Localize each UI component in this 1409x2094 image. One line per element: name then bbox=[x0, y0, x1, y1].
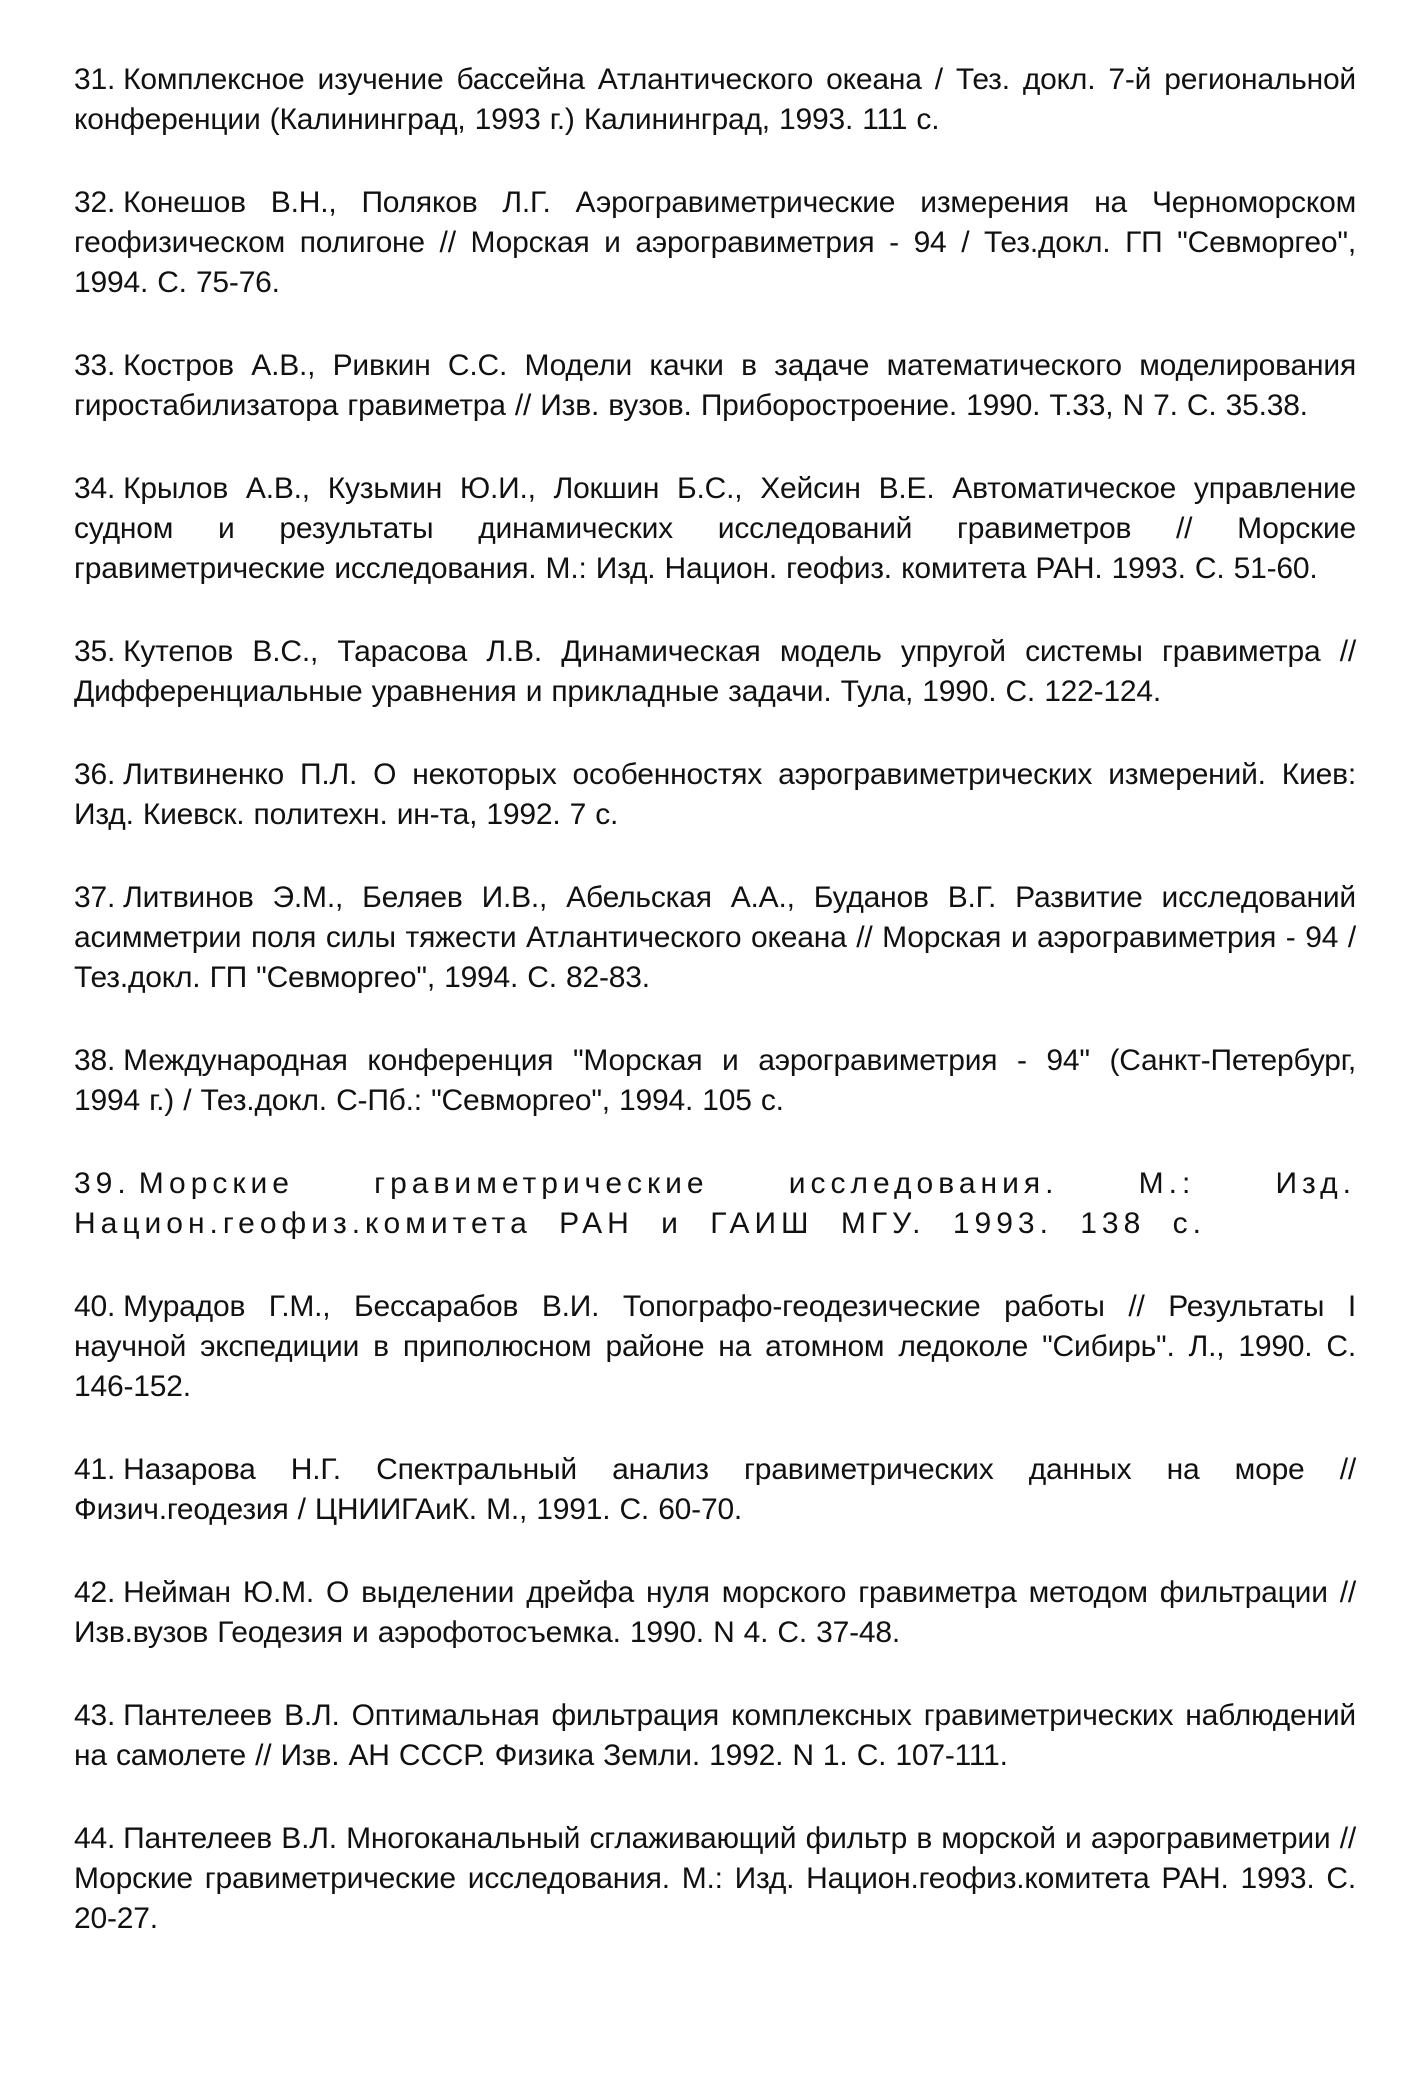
reference-text: Литвиненко П.Л. О некоторых особенностях аэрогравиметрических измерений. Киев: Изд. Киевск. политехн. ин-та, 1992. 7 с. bbox=[74, 758, 1356, 831]
reference-32 bbox=[74, 183, 1356, 303]
reference-list bbox=[74, 60, 1356, 1982]
reference-number: 31. bbox=[74, 63, 116, 96]
reference-44 bbox=[74, 1819, 1356, 1939]
reference-number: 43. bbox=[74, 1699, 116, 1732]
reference-41 bbox=[74, 1450, 1356, 1530]
reference-text: Пантелеев В.Л. Многоканальный сглаживающий фильтр в морской и аэрогравиметрии // Морские гравиметрические исследования. М.: Изд. Национ.геофиз.комитета РАН. 1993. С. 20-27. bbox=[74, 1822, 1356, 1935]
reference-text: Пантелеев В.Л. Оптимальная фильтрация комплексных гравиметрических наблюдений на самолете // Изв. АН СССР. Физика Земли. 1992. N 1. С. 107-111. bbox=[74, 1699, 1356, 1772]
reference-number: 34. bbox=[74, 472, 116, 505]
reference-37 bbox=[74, 878, 1356, 998]
reference-text: Литвинов Э.М., Беляев И.В., Абельская А.А., Буданов В.Г. Развитие исследований асимметрии поля силы тяжести Атлантического океана // Морская и аэрогравиметрия - 94 / Тез.докл. ГП "Севморгео", 1994. С. 82-83. bbox=[74, 881, 1356, 994]
reference-text: Морские гравиметрические исследования. М.: Изд. Национ.геофиз.комитета РАН и ГАИШ МГУ. 1993. 138 с. bbox=[74, 1167, 1356, 1240]
reference-text: Международная конференция "Морская и аэрогравиметрия - 94" (Санкт-Петербург, 1994 г.) / Тез.докл. С-Пб.: "Севморгео", 1994. 105 с. bbox=[74, 1044, 1356, 1117]
reference-31 bbox=[74, 60, 1356, 140]
reference-33 bbox=[74, 346, 1356, 426]
reference-text: Конешов В.Н., Поляков Л.Г. Аэрогравиметрические измерения на Черноморском геофизическом полигоне // Морская и аэрогравиметрия - 94 / Тез.докл. ГП "Севморгео", 1994. С. 75-76. bbox=[74, 186, 1356, 299]
reference-number: 40. bbox=[74, 1290, 116, 1323]
reference-36 bbox=[74, 755, 1356, 835]
reference-number: 32. bbox=[74, 186, 116, 219]
reference-number: 36. bbox=[74, 758, 116, 791]
reference-text: Комплексное изучение бассейна Атлантического океана / Тез. докл. 7-й региональной конференции (Калининград, 1993 г.) Калининград, 1993. 111 с. bbox=[74, 63, 1356, 136]
reference-text: Костров А.В., Ривкин С.С. Модели качки в задаче математического моделирования гиростабилизатора гравиметра // Изв. вузов. Приборостроение. 1990. Т.33, N 7. С. 35.38. bbox=[74, 349, 1356, 422]
reference-number: 33. bbox=[74, 349, 116, 382]
reference-text: Мурадов Г.М., Бессарабов В.И. Топографо-геодезические работы // Результаты I научной экспедиции в приполюсном районе на атомном ледоколе "Сибирь". Л., 1990. С. 146-152. bbox=[74, 1290, 1356, 1403]
reference-34 bbox=[74, 469, 1356, 589]
reference-number: 39. bbox=[74, 1167, 131, 1200]
reference-38 bbox=[74, 1041, 1356, 1121]
reference-number: 37. bbox=[74, 881, 116, 914]
reference-39 bbox=[74, 1164, 1356, 1244]
reference-number: 44. bbox=[74, 1822, 116, 1855]
reference-number: 35. bbox=[74, 635, 116, 668]
reference-number: 42. bbox=[74, 1576, 116, 1609]
reference-42 bbox=[74, 1573, 1356, 1653]
reference-text: Назарова Н.Г. Спектральный анализ гравиметрических данных на море // Физич.геодезия / ЦНИИГАиК. М., 1991. С. 60-70. bbox=[74, 1453, 1356, 1526]
reference-number: 41. bbox=[74, 1453, 116, 1486]
reference-number: 38. bbox=[74, 1044, 116, 1077]
reference-35 bbox=[74, 632, 1356, 712]
reference-text: Крылов А.В., Кузьмин Ю.И., Локшин Б.С., Хейсин В.Е. Автоматическое управление судном и результаты динамических исследований гравиметров // Морские гравиметрические исследования. М.: Изд. Национ. геофиз. комитета РАН. 1993. С. 51-60. bbox=[74, 472, 1356, 585]
reference-43 bbox=[74, 1696, 1356, 1776]
reference-text: Кутепов В.С., Тарасова Л.В. Динамическая модель упругой системы гравиметра // Дифференциальные уравнения и прикладные задачи. Тула, 1990. С. 122-124. bbox=[74, 635, 1356, 708]
reference-text: Нейман Ю.М. О выделении дрейфа нуля морского гравиметра методом фильтрации // Изв.вузов Геодезия и аэрофотосъемка. 1990. N 4. С. 37-48. bbox=[74, 1576, 1356, 1649]
reference-40 bbox=[74, 1287, 1356, 1407]
